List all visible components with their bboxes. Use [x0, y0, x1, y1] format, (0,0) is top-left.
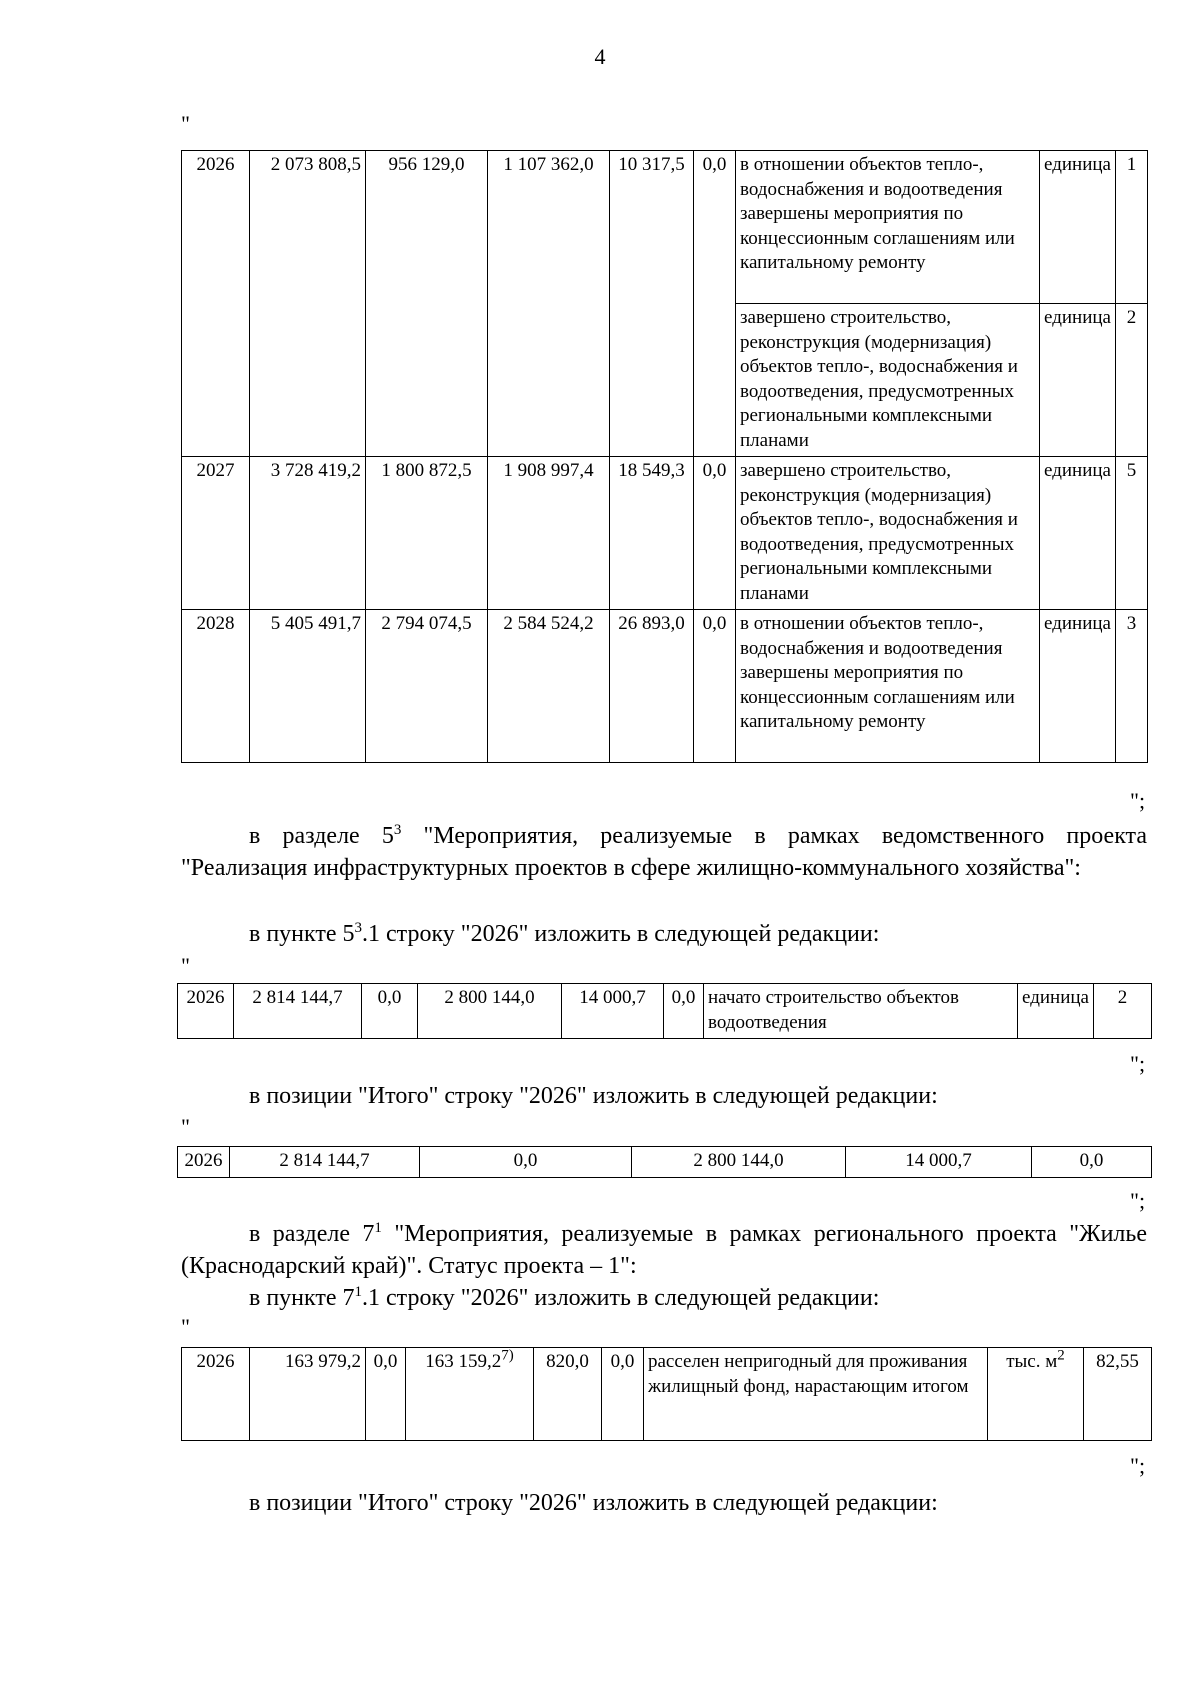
federal-cell: 0,0 — [420, 1147, 632, 1178]
opening-quote: " — [181, 1314, 190, 1339]
total-cell: 3 728 419,2 — [250, 457, 366, 610]
local-cell: 14 000,7 — [846, 1147, 1032, 1178]
year-cell: 2027 — [182, 457, 250, 610]
value-cell: 5 — [1116, 457, 1148, 610]
closing-quote: "; — [1130, 788, 1146, 813]
superscript: 1 — [354, 1284, 363, 1300]
table-sewage-construction — [177, 983, 1152, 1039]
extra-cell: 0,0 — [1032, 1147, 1152, 1178]
table-heat-water-projects — [181, 150, 1148, 763]
regional-value: 163 159,2 — [425, 1351, 502, 1372]
superscript: 1 — [374, 1220, 382, 1236]
total-cell: 2 814 144,7 — [234, 984, 362, 1039]
text-part: в разделе 5 — [249, 823, 394, 849]
year-cell: 2026 — [182, 1348, 250, 1441]
federal-cell: 956 129,0 — [366, 151, 488, 457]
value-cell: 82,55 — [1084, 1348, 1152, 1441]
unit-text: тыс. м — [1006, 1351, 1058, 1372]
closing-quote: "; — [1130, 1453, 1146, 1478]
table-row — [182, 151, 1148, 304]
page-number: 4 — [594, 44, 606, 69]
local-cell: 10 317,5 — [610, 151, 694, 457]
extra-cell: 0,0 — [664, 984, 704, 1039]
total-cell: 5 405 491,7 — [250, 610, 366, 763]
unit-cell: единица — [1040, 610, 1116, 763]
text-part: в пункте 7 — [249, 1285, 355, 1311]
regional-cell: 1 107 362,0 — [488, 151, 610, 457]
extra-cell: 0,0 — [602, 1348, 644, 1441]
extra-cell: 0,0 — [694, 151, 736, 457]
result-text-cell: расселен непригодный для проживания жилищный фонд, нарастающим итогом — [644, 1348, 988, 1441]
extra-cell: 0,0 — [694, 457, 736, 610]
section-5-3-paragraph — [181, 820, 1147, 884]
table-row — [182, 1348, 1152, 1441]
local-cell: 14 000,7 — [562, 984, 664, 1039]
opening-quote: " — [181, 1114, 190, 1139]
table-row — [178, 1147, 1152, 1178]
regional-cell: 2 800 144,0 — [418, 984, 562, 1039]
regional-cell — [406, 1348, 534, 1441]
federal-cell: 0,0 — [366, 1348, 406, 1441]
opening-quote: " — [181, 953, 190, 978]
result-text-cell: завершено строительство, реконструкция (модернизация) объектов тепло-, водоснабжения и водоотведения, предусмотренных региональными комплексными планами — [736, 457, 1040, 610]
unit-cell: единица — [1040, 304, 1116, 457]
extra-cell: 0,0 — [694, 610, 736, 763]
total-cell: 2 073 808,5 — [250, 151, 366, 457]
regional-cell: 1 908 997,4 — [488, 457, 610, 610]
unit-cell: единица — [1040, 457, 1116, 610]
superscript: 3 — [354, 920, 363, 936]
local-cell: 26 893,0 — [610, 610, 694, 763]
text-part: .1 строку "2026" изложить в следующей редакции: — [362, 921, 880, 947]
item-5-3-1-paragraph — [181, 918, 1147, 950]
result-text-cell: начато строительство объектов водоотведения — [704, 984, 1018, 1039]
text-part: "Мероприятия, реализуемые в рамках регионального проекта "Жилье (Краснодарский край)". Статус проекта – 1": — [181, 1221, 1147, 1279]
federal-cell: 0,0 — [362, 984, 418, 1039]
section-7-1-paragraph — [181, 1218, 1147, 1282]
unit-cell: единица — [1040, 151, 1116, 304]
federal-cell: 1 800 872,5 — [366, 457, 488, 610]
total-row-paragraph: в позиции "Итого" строку "2026" изложить в следующей редакции: — [249, 1083, 938, 1109]
local-cell: 820,0 — [534, 1348, 602, 1441]
value-cell: 2 — [1116, 304, 1148, 457]
regional-cell: 2 584 524,2 — [488, 610, 610, 763]
result-text-cell: в отношении объектов тепло-, водоснабжения и водоотведения завершены мероприятия по концессионным соглашениям или капитальному ремонту — [736, 610, 1040, 763]
year-cell: 2026 — [178, 984, 234, 1039]
item-7-1-1-paragraph — [181, 1282, 1147, 1314]
table-total-row — [177, 1146, 1152, 1178]
text-part: в разделе 7 — [249, 1221, 375, 1247]
year-cell: 2026 — [182, 151, 250, 457]
footnote-marker: 7) — [501, 1347, 514, 1364]
result-text-cell: в отношении объектов тепло-, водоснабжения и водоотведения завершены мероприятия по концессионным соглашениям или капитальному ремонту — [736, 151, 1040, 304]
regional-cell: 2 800 144,0 — [632, 1147, 846, 1178]
value-cell: 3 — [1116, 610, 1148, 763]
value-cell: 1 — [1116, 151, 1148, 304]
closing-quote: "; — [1130, 1051, 1146, 1076]
unit-cell: единица — [1018, 984, 1094, 1039]
value-cell: 2 — [1094, 984, 1152, 1039]
table-row — [182, 610, 1148, 763]
text-part: в пункте 5 — [249, 921, 355, 947]
local-cell: 18 549,3 — [610, 457, 694, 610]
superscript: 3 — [393, 822, 402, 838]
unit-superscript: 2 — [1057, 1347, 1065, 1364]
total-row-paragraph: в позиции "Итого" строку "2026" изложить в следующей редакции: — [249, 1490, 938, 1516]
table-row — [178, 984, 1152, 1039]
year-cell: 2026 — [178, 1147, 230, 1178]
total-cell: 2 814 144,7 — [230, 1147, 420, 1178]
opening-quote: " — [181, 111, 190, 136]
text-part: .1 строку "2026" изложить в следующей редакции: — [362, 1285, 880, 1311]
total-cell: 163 979,2 — [250, 1348, 366, 1441]
unit-cell — [988, 1348, 1084, 1441]
federal-cell: 2 794 074,5 — [366, 610, 488, 763]
table-row — [182, 457, 1148, 610]
year-cell: 2028 — [182, 610, 250, 763]
result-text-cell: завершено строительство, реконструкция (модернизация) объектов тепло-, водоснабжения и водоотведения, предусмотренных региональными комплексными планами — [736, 304, 1040, 457]
closing-quote: "; — [1130, 1188, 1146, 1213]
table-housing-resettlement — [181, 1347, 1152, 1441]
text-part: "Мероприятия, реализуемые в рамках ведомственного проекта "Реализация инфраструктурных проектов в сфере жилищно-коммунального хозяйства": — [181, 823, 1147, 881]
